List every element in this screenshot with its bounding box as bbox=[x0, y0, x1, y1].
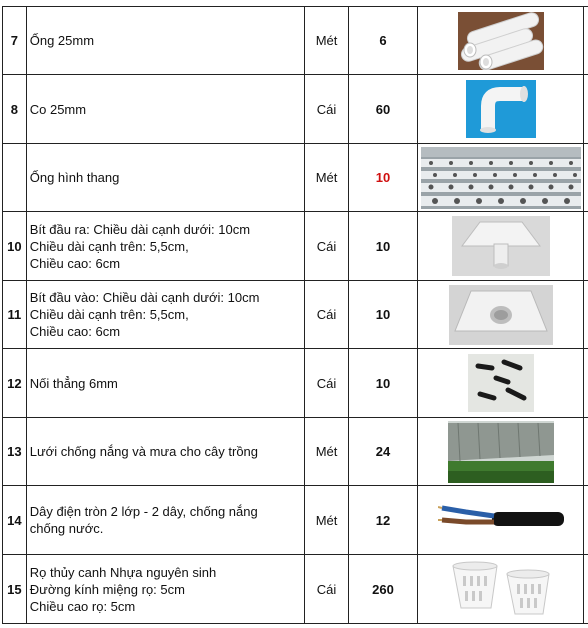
row-number: 8 bbox=[3, 75, 27, 144]
table-row bbox=[3, 281, 588, 349]
item-quantity: 10 bbox=[348, 281, 418, 349]
item-unit: Mét bbox=[305, 144, 348, 212]
outlet-end-cap-image bbox=[452, 216, 550, 276]
item-name-line: Đường kính miệng rọ: 5cm bbox=[29, 581, 185, 597]
table-row bbox=[3, 7, 588, 75]
row-number: 14 bbox=[3, 486, 27, 555]
item-name bbox=[26, 486, 305, 555]
item-name-line: Ống hình thang bbox=[29, 170, 120, 185]
item-quantity: 12 bbox=[348, 486, 418, 555]
item-name-line: Nối thẳng 6mm bbox=[29, 375, 118, 391]
item-name bbox=[26, 7, 305, 75]
table-row bbox=[3, 144, 588, 212]
materials-table bbox=[2, 6, 588, 624]
table-row bbox=[3, 486, 588, 555]
table-row bbox=[3, 212, 588, 281]
inlet-end-cap-image bbox=[449, 285, 553, 345]
item-name-line: Chiều cao: 6cm bbox=[29, 255, 121, 271]
item-name bbox=[26, 281, 305, 349]
item-quantity: 10 bbox=[348, 144, 418, 212]
item-name bbox=[26, 212, 305, 281]
item-quantity: 10 bbox=[348, 349, 418, 418]
item-unit: Cái bbox=[305, 555, 348, 624]
shade-net-image bbox=[448, 421, 554, 483]
item-name bbox=[26, 75, 305, 144]
item-unit: Mét bbox=[305, 486, 348, 555]
row-number: 15 bbox=[3, 555, 27, 624]
item-name-line: Chiều cao: 6cm bbox=[29, 324, 121, 339]
item-quantity: 24 bbox=[348, 418, 418, 486]
item-name-line: Bít đầu vào: Chiều dài cạnh dưới: 10cm bbox=[29, 290, 260, 305]
table-row bbox=[3, 418, 588, 486]
table-row bbox=[3, 75, 588, 144]
item-name bbox=[26, 144, 305, 212]
item-name-line: Rọ thủy canh Nhựa nguyên sinh bbox=[29, 564, 217, 580]
item-name bbox=[26, 349, 305, 418]
row-number bbox=[3, 144, 27, 212]
item-name-line: Chiều cao rọ: 5cm bbox=[29, 598, 136, 614]
trapezoid-pipe-image bbox=[421, 147, 581, 209]
electric-cable-image bbox=[438, 498, 564, 542]
item-unit: Cái bbox=[305, 75, 348, 144]
item-name-line: Lưới chống nắng và mưa cho cây trồng bbox=[29, 444, 259, 459]
item-unit: Cái bbox=[305, 212, 348, 281]
row-number: 10 bbox=[3, 212, 27, 281]
item-unit: Cái bbox=[305, 281, 348, 349]
item-name-line: Chiều dài cạnh trên: 5,5cm, bbox=[29, 307, 189, 322]
item-name-line: Co 25mm bbox=[29, 101, 87, 117]
item-quantity: 6 bbox=[348, 7, 418, 75]
item-name bbox=[26, 418, 305, 486]
item-name-line: Chiều dài cạnh trên: 5,5cm, bbox=[29, 238, 189, 254]
table-row bbox=[3, 555, 588, 624]
row-number: 11 bbox=[3, 281, 27, 349]
row-number: 13 bbox=[3, 418, 27, 486]
item-name-line: Ống 25mm bbox=[29, 33, 95, 48]
item-unit: Mét bbox=[305, 418, 348, 486]
item-quantity: 60 bbox=[348, 75, 418, 144]
item-unit: Cái bbox=[305, 349, 348, 418]
pvc-pipes-image bbox=[458, 12, 544, 70]
row-number: 7 bbox=[3, 7, 27, 75]
item-name-line: chống nước. bbox=[29, 521, 104, 536]
item-quantity: 260 bbox=[348, 555, 418, 624]
item-name-line: Bít đầu ra: Chiều dài cạnh dưới: 10cm bbox=[29, 221, 251, 237]
item-name bbox=[26, 555, 305, 624]
table-row bbox=[3, 349, 588, 418]
item-quantity: 10 bbox=[348, 212, 418, 281]
straight-connector-image bbox=[468, 354, 534, 412]
item-unit: Mét bbox=[305, 7, 348, 75]
row-number: 12 bbox=[3, 349, 27, 418]
item-name-line: Dây điện tròn 2 lớp - 2 dây, chống nắng bbox=[29, 504, 258, 519]
elbow-fitting-image bbox=[466, 80, 536, 138]
hydroponic-net-cup-image bbox=[445, 558, 557, 620]
